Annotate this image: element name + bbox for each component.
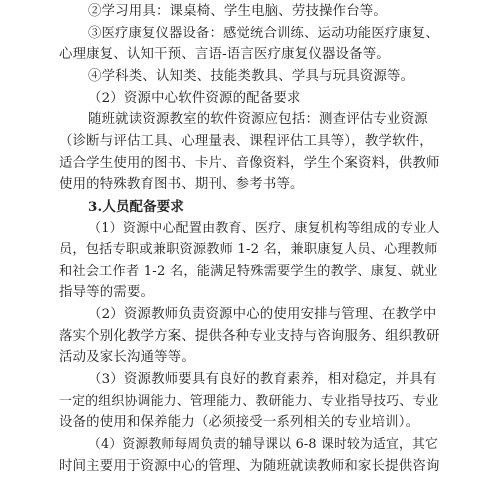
section-heading: 3.人员配备要求 bbox=[88, 198, 184, 215]
text-line: （4）资源教师每周负责的辅导课以 6-8 课时较为适宜，其它 bbox=[88, 437, 439, 452]
text-line: （1）资源中心配置由教育、医疗、康复机构等组成的专业人 bbox=[88, 220, 440, 236]
text-line: （2）资源中心软件资源的配备要求 bbox=[88, 90, 301, 106]
text-line: 心理康复、认知干预、言语-语言医疗康复仪器设备等。 bbox=[59, 47, 390, 63]
text-line: （3）资源教师要具有良好的教育素养，相对稳定，并具有 bbox=[88, 372, 437, 388]
text-line: 落实个别化教学方案、提供各种专业支持与咨询服务、组织教研 bbox=[59, 328, 440, 344]
text-line: 设备的使用和保养能力（必须接受一系列相关的专业培训）。 bbox=[59, 415, 420, 431]
text-line: （诊断与评估工具、心理量表、课程评估工具等），教学软件， bbox=[59, 133, 433, 149]
text-line: 使用的特殊教育图书、期刊、参考书等。 bbox=[59, 177, 304, 193]
text-line: 随班就读资源教室的软件资源应包括：测查评估专业资源 bbox=[88, 112, 428, 128]
text-line: ②学习用具：课桌椅、学生电脑、劳技操作台等。 bbox=[88, 4, 387, 19]
text-line: 一定的组织协调能力、管理能力、教研能力、专业指导技巧、专业 bbox=[59, 393, 439, 409]
text-line: 指导等的需要。 bbox=[59, 285, 155, 301]
text-line: （2）资源教师负责资源中心的使用安排与管理、在教学中 bbox=[88, 307, 437, 323]
text-line: 时间主要用于资源中心的管理、为随班就读教师和家长提供咨询 bbox=[59, 458, 440, 474]
text-line: ④学科类、认知类、技能类教具、学具与玩具资源等。 bbox=[88, 68, 415, 84]
text-line: 和社会工作者 1-2 名，能满足特殊需要学生的教学、康复、就业 bbox=[59, 263, 438, 279]
text-line: 员，包括专职或兼职资源教师 1-2 名，兼职康复人员、心理教师 bbox=[59, 242, 438, 258]
text-line: 活动及家长沟通等等。 bbox=[59, 350, 195, 366]
text-line: 适合学生使用的图书、卡片、音像资料，学生个案资料，供教师 bbox=[59, 155, 440, 171]
text-line: ③医疗康复仪器设备：感觉统合训练、运动功能医疗康复、 bbox=[88, 25, 439, 41]
